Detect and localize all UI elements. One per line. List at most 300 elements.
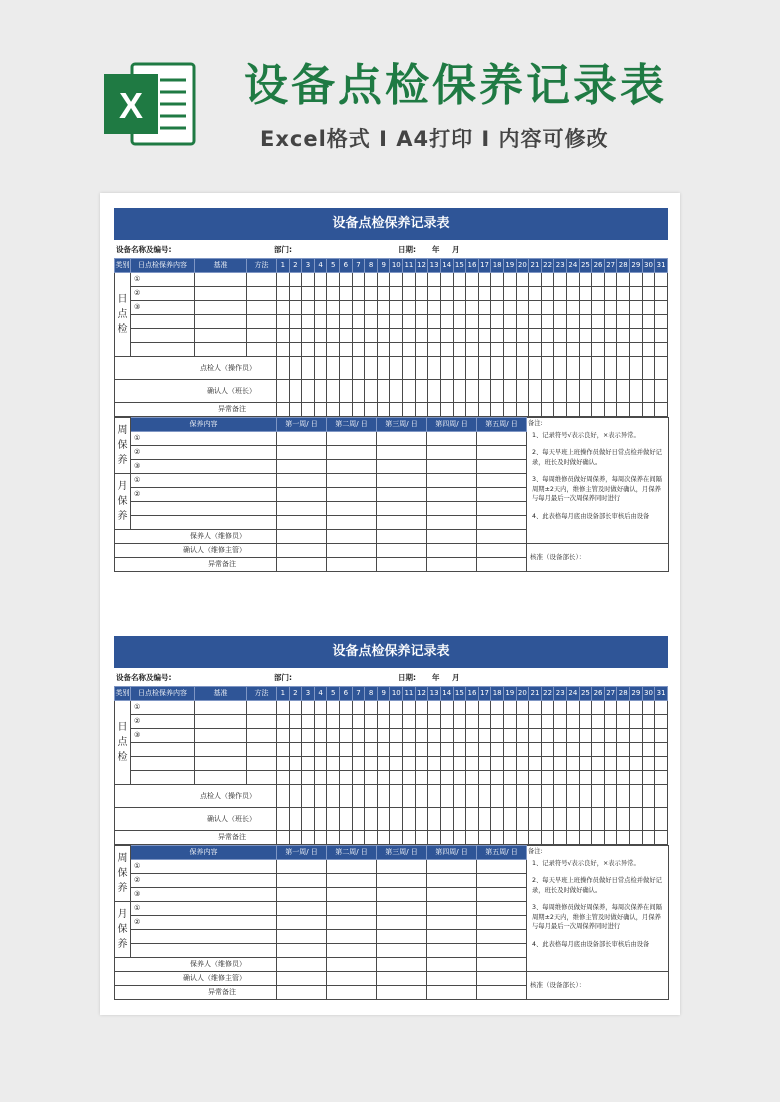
week-cell[interactable] <box>327 432 377 446</box>
day-cell[interactable] <box>541 771 554 785</box>
day-cell[interactable] <box>554 701 567 715</box>
week-cell[interactable] <box>477 888 527 902</box>
week-cell[interactable] <box>327 930 377 944</box>
day-cell[interactable] <box>365 701 378 715</box>
day-cell[interactable] <box>314 831 327 845</box>
day-cell[interactable] <box>277 785 290 808</box>
day-cell[interactable] <box>289 743 302 757</box>
day-cell[interactable] <box>516 301 529 315</box>
day-cell[interactable] <box>428 701 441 715</box>
day-cell[interactable] <box>377 771 390 785</box>
day-cell[interactable] <box>428 315 441 329</box>
day-cell[interactable] <box>592 403 605 417</box>
day-cell[interactable] <box>390 403 403 417</box>
week-cell[interactable] <box>327 874 377 888</box>
day-cell[interactable] <box>277 757 290 771</box>
week-cell[interactable] <box>327 502 377 516</box>
week-cell[interactable] <box>477 916 527 930</box>
day-cell[interactable] <box>592 380 605 403</box>
day-cell[interactable] <box>655 757 668 771</box>
day-cell[interactable] <box>554 273 567 287</box>
day-cell[interactable] <box>440 831 453 845</box>
day-cell[interactable] <box>541 273 554 287</box>
day-cell[interactable] <box>377 329 390 343</box>
day-cell[interactable] <box>453 785 466 808</box>
day-cell[interactable] <box>302 743 315 757</box>
cell[interactable] <box>195 343 247 357</box>
day-cell[interactable] <box>466 329 479 343</box>
day-cell[interactable] <box>642 743 655 757</box>
day-cell[interactable] <box>340 287 353 301</box>
day-cell[interactable] <box>567 808 580 831</box>
day-cell[interactable] <box>440 771 453 785</box>
week-cell[interactable] <box>277 958 327 972</box>
day-cell[interactable] <box>655 301 668 315</box>
day-cell[interactable] <box>466 287 479 301</box>
day-cell[interactable] <box>503 343 516 357</box>
day-cell[interactable] <box>529 743 542 757</box>
week-cell[interactable] <box>377 488 427 502</box>
day-cell[interactable] <box>541 357 554 380</box>
day-cell[interactable] <box>340 729 353 743</box>
day-cell[interactable] <box>352 343 365 357</box>
day-cell[interactable] <box>529 701 542 715</box>
day-cell[interactable] <box>289 757 302 771</box>
day-cell[interactable] <box>529 808 542 831</box>
day-cell[interactable] <box>516 287 529 301</box>
week-cell[interactable] <box>277 474 327 488</box>
day-cell[interactable] <box>478 785 491 808</box>
week-cell[interactable] <box>477 516 527 530</box>
week-cell[interactable] <box>427 530 477 544</box>
day-cell[interactable] <box>478 357 491 380</box>
day-cell[interactable] <box>415 380 428 403</box>
day-cell[interactable] <box>340 785 353 808</box>
cell[interactable] <box>195 329 247 343</box>
day-cell[interactable] <box>415 771 428 785</box>
day-cell[interactable] <box>554 315 567 329</box>
day-cell[interactable] <box>630 771 643 785</box>
day-cell[interactable] <box>529 831 542 845</box>
day-cell[interactable] <box>327 729 340 743</box>
day-cell[interactable] <box>428 715 441 729</box>
day-cell[interactable] <box>655 329 668 343</box>
day-cell[interactable] <box>277 380 290 403</box>
day-cell[interactable] <box>554 301 567 315</box>
day-cell[interactable] <box>617 715 630 729</box>
day-cell[interactable] <box>491 301 504 315</box>
week-cell[interactable] <box>477 488 527 502</box>
day-cell[interactable] <box>592 743 605 757</box>
day-cell[interactable] <box>365 287 378 301</box>
day-cell[interactable] <box>415 329 428 343</box>
day-cell[interactable] <box>453 743 466 757</box>
day-cell[interactable] <box>541 831 554 845</box>
cell[interactable] <box>131 771 195 785</box>
cell[interactable] <box>247 315 277 329</box>
day-cell[interactable] <box>466 831 479 845</box>
day-cell[interactable] <box>314 771 327 785</box>
day-cell[interactable] <box>541 287 554 301</box>
day-cell[interactable] <box>491 743 504 757</box>
week-cell[interactable] <box>427 902 477 916</box>
day-cell[interactable] <box>567 273 580 287</box>
day-cell[interactable] <box>352 743 365 757</box>
day-cell[interactable] <box>428 380 441 403</box>
day-cell[interactable] <box>478 808 491 831</box>
day-cell[interactable] <box>340 403 353 417</box>
day-cell[interactable] <box>630 729 643 743</box>
day-cell[interactable] <box>403 301 416 315</box>
day-cell[interactable] <box>390 287 403 301</box>
day-cell[interactable] <box>453 329 466 343</box>
week-cell[interactable] <box>377 530 427 544</box>
day-cell[interactable] <box>617 729 630 743</box>
day-cell[interactable] <box>604 771 617 785</box>
day-cell[interactable] <box>642 343 655 357</box>
day-cell[interactable] <box>567 743 580 757</box>
day-cell[interactable] <box>289 301 302 315</box>
day-cell[interactable] <box>604 329 617 343</box>
week-cell[interactable] <box>427 972 477 986</box>
day-cell[interactable] <box>516 315 529 329</box>
day-cell[interactable] <box>491 287 504 301</box>
day-cell[interactable] <box>567 715 580 729</box>
day-cell[interactable] <box>630 329 643 343</box>
day-cell[interactable] <box>365 329 378 343</box>
day-cell[interactable] <box>365 757 378 771</box>
day-cell[interactable] <box>630 357 643 380</box>
day-cell[interactable] <box>617 743 630 757</box>
week-cell[interactable] <box>477 558 527 572</box>
day-cell[interactable] <box>491 380 504 403</box>
day-cell[interactable] <box>415 757 428 771</box>
cell[interactable] <box>131 329 195 343</box>
week-cell[interactable] <box>377 558 427 572</box>
day-cell[interactable] <box>516 808 529 831</box>
day-cell[interactable] <box>327 329 340 343</box>
day-cell[interactable] <box>503 315 516 329</box>
day-cell[interactable] <box>377 315 390 329</box>
day-cell[interactable] <box>630 715 643 729</box>
day-cell[interactable] <box>428 771 441 785</box>
week-cell[interactable] <box>477 972 527 986</box>
day-cell[interactable] <box>516 329 529 343</box>
day-cell[interactable] <box>491 329 504 343</box>
day-cell[interactable] <box>579 343 592 357</box>
day-cell[interactable] <box>352 808 365 831</box>
week-cell[interactable] <box>477 432 527 446</box>
day-cell[interactable] <box>579 743 592 757</box>
day-cell[interactable] <box>428 287 441 301</box>
week-cell[interactable] <box>327 958 377 972</box>
week-cell[interactable] <box>377 516 427 530</box>
day-cell[interactable] <box>327 343 340 357</box>
day-cell[interactable] <box>453 287 466 301</box>
day-cell[interactable] <box>314 301 327 315</box>
day-cell[interactable] <box>604 315 617 329</box>
day-cell[interactable] <box>491 771 504 785</box>
day-cell[interactable] <box>579 273 592 287</box>
day-cell[interactable] <box>352 831 365 845</box>
day-cell[interactable] <box>655 743 668 757</box>
day-cell[interactable] <box>579 315 592 329</box>
week-cell[interactable] <box>477 958 527 972</box>
day-cell[interactable] <box>503 357 516 380</box>
week-cell[interactable] <box>427 488 477 502</box>
day-cell[interactable] <box>403 715 416 729</box>
day-cell[interactable] <box>617 701 630 715</box>
day-cell[interactable] <box>302 715 315 729</box>
cell[interactable] <box>247 329 277 343</box>
day-cell[interactable] <box>604 729 617 743</box>
day-cell[interactable] <box>415 315 428 329</box>
day-cell[interactable] <box>567 785 580 808</box>
day-cell[interactable] <box>478 403 491 417</box>
day-cell[interactable] <box>289 785 302 808</box>
cell[interactable] <box>131 502 277 516</box>
day-cell[interactable] <box>302 403 315 417</box>
day-cell[interactable] <box>604 403 617 417</box>
day-cell[interactable] <box>377 831 390 845</box>
day-cell[interactable] <box>390 357 403 380</box>
cell[interactable] <box>247 771 277 785</box>
day-cell[interactable] <box>529 343 542 357</box>
cell[interactable] <box>195 701 247 715</box>
day-cell[interactable] <box>655 808 668 831</box>
day-cell[interactable] <box>352 315 365 329</box>
day-cell[interactable] <box>277 831 290 845</box>
day-cell[interactable] <box>289 343 302 357</box>
day-cell[interactable] <box>478 701 491 715</box>
day-cell[interactable] <box>440 743 453 757</box>
week-cell[interactable] <box>327 460 377 474</box>
day-cell[interactable] <box>403 771 416 785</box>
week-cell[interactable] <box>277 944 327 958</box>
day-cell[interactable] <box>340 771 353 785</box>
day-cell[interactable] <box>302 729 315 743</box>
day-cell[interactable] <box>466 785 479 808</box>
day-cell[interactable] <box>415 729 428 743</box>
day-cell[interactable] <box>352 785 365 808</box>
cell[interactable] <box>131 343 195 357</box>
day-cell[interactable] <box>642 831 655 845</box>
day-cell[interactable] <box>516 273 529 287</box>
day-cell[interactable] <box>642 287 655 301</box>
day-cell[interactable] <box>440 315 453 329</box>
day-cell[interactable] <box>642 808 655 831</box>
day-cell[interactable] <box>592 729 605 743</box>
week-cell[interactable] <box>377 902 427 916</box>
week-cell[interactable] <box>327 558 377 572</box>
day-cell[interactable] <box>403 329 416 343</box>
day-cell[interactable] <box>340 315 353 329</box>
day-cell[interactable] <box>541 715 554 729</box>
day-cell[interactable] <box>592 315 605 329</box>
day-cell[interactable] <box>617 785 630 808</box>
week-cell[interactable] <box>477 544 527 558</box>
day-cell[interactable] <box>604 743 617 757</box>
day-cell[interactable] <box>289 403 302 417</box>
cell[interactable] <box>195 301 247 315</box>
day-cell[interactable] <box>415 831 428 845</box>
day-cell[interactable] <box>604 273 617 287</box>
week-cell[interactable] <box>477 944 527 958</box>
day-cell[interactable] <box>630 301 643 315</box>
day-cell[interactable] <box>617 808 630 831</box>
week-cell[interactable] <box>277 488 327 502</box>
day-cell[interactable] <box>277 771 290 785</box>
day-cell[interactable] <box>592 273 605 287</box>
day-cell[interactable] <box>302 301 315 315</box>
day-cell[interactable] <box>377 357 390 380</box>
day-cell[interactable] <box>314 287 327 301</box>
day-cell[interactable] <box>579 831 592 845</box>
day-cell[interactable] <box>289 701 302 715</box>
cell[interactable] <box>195 757 247 771</box>
day-cell[interactable] <box>453 729 466 743</box>
day-cell[interactable] <box>567 729 580 743</box>
week-cell[interactable] <box>477 986 527 1000</box>
day-cell[interactable] <box>541 403 554 417</box>
day-cell[interactable] <box>453 403 466 417</box>
day-cell[interactable] <box>541 743 554 757</box>
day-cell[interactable] <box>478 301 491 315</box>
day-cell[interactable] <box>365 715 378 729</box>
cell[interactable] <box>247 287 277 301</box>
day-cell[interactable] <box>340 715 353 729</box>
day-cell[interactable] <box>327 315 340 329</box>
day-cell[interactable] <box>630 831 643 845</box>
day-cell[interactable] <box>478 831 491 845</box>
day-cell[interactable] <box>377 808 390 831</box>
day-cell[interactable] <box>277 357 290 380</box>
day-cell[interactable] <box>340 701 353 715</box>
day-cell[interactable] <box>327 831 340 845</box>
day-cell[interactable] <box>630 785 643 808</box>
week-cell[interactable] <box>427 544 477 558</box>
cell[interactable] <box>195 729 247 743</box>
day-cell[interactable] <box>579 771 592 785</box>
day-cell[interactable] <box>440 403 453 417</box>
day-cell[interactable] <box>289 380 302 403</box>
day-cell[interactable] <box>617 357 630 380</box>
day-cell[interactable] <box>617 343 630 357</box>
day-cell[interactable] <box>567 343 580 357</box>
day-cell[interactable] <box>491 315 504 329</box>
cell[interactable] <box>247 743 277 757</box>
day-cell[interactable] <box>503 785 516 808</box>
week-cell[interactable] <box>327 888 377 902</box>
day-cell[interactable] <box>617 380 630 403</box>
day-cell[interactable] <box>390 831 403 845</box>
week-cell[interactable] <box>477 502 527 516</box>
day-cell[interactable] <box>428 329 441 343</box>
day-cell[interactable] <box>630 343 643 357</box>
week-cell[interactable] <box>377 986 427 1000</box>
day-cell[interactable] <box>655 771 668 785</box>
day-cell[interactable] <box>277 315 290 329</box>
day-cell[interactable] <box>340 743 353 757</box>
day-cell[interactable] <box>642 273 655 287</box>
day-cell[interactable] <box>567 357 580 380</box>
day-cell[interactable] <box>491 757 504 771</box>
day-cell[interactable] <box>541 701 554 715</box>
day-cell[interactable] <box>340 357 353 380</box>
week-cell[interactable] <box>277 460 327 474</box>
day-cell[interactable] <box>630 743 643 757</box>
day-cell[interactable] <box>277 329 290 343</box>
day-cell[interactable] <box>440 808 453 831</box>
week-cell[interactable] <box>377 860 427 874</box>
day-cell[interactable] <box>579 757 592 771</box>
day-cell[interactable] <box>604 808 617 831</box>
day-cell[interactable] <box>327 771 340 785</box>
week-cell[interactable] <box>377 446 427 460</box>
week-cell[interactable] <box>427 986 477 1000</box>
day-cell[interactable] <box>579 403 592 417</box>
day-cell[interactable] <box>340 757 353 771</box>
day-cell[interactable] <box>617 831 630 845</box>
week-cell[interactable] <box>327 986 377 1000</box>
day-cell[interactable] <box>592 701 605 715</box>
day-cell[interactable] <box>491 808 504 831</box>
day-cell[interactable] <box>617 771 630 785</box>
day-cell[interactable] <box>302 380 315 403</box>
day-cell[interactable] <box>352 701 365 715</box>
day-cell[interactable] <box>390 301 403 315</box>
day-cell[interactable] <box>277 729 290 743</box>
day-cell[interactable] <box>604 357 617 380</box>
day-cell[interactable] <box>390 743 403 757</box>
day-cell[interactable] <box>604 343 617 357</box>
day-cell[interactable] <box>529 715 542 729</box>
week-cell[interactable] <box>277 986 327 1000</box>
day-cell[interactable] <box>289 729 302 743</box>
day-cell[interactable] <box>403 287 416 301</box>
day-cell[interactable] <box>554 380 567 403</box>
day-cell[interactable] <box>415 273 428 287</box>
day-cell[interactable] <box>554 743 567 757</box>
day-cell[interactable] <box>428 343 441 357</box>
day-cell[interactable] <box>365 785 378 808</box>
day-cell[interactable] <box>403 729 416 743</box>
day-cell[interactable] <box>466 273 479 287</box>
week-cell[interactable] <box>427 930 477 944</box>
day-cell[interactable] <box>554 357 567 380</box>
week-cell[interactable] <box>277 972 327 986</box>
day-cell[interactable] <box>516 771 529 785</box>
day-cell[interactable] <box>630 757 643 771</box>
day-cell[interactable] <box>440 287 453 301</box>
day-cell[interactable] <box>516 403 529 417</box>
week-cell[interactable] <box>477 902 527 916</box>
day-cell[interactable] <box>403 757 416 771</box>
day-cell[interactable] <box>478 287 491 301</box>
day-cell[interactable] <box>466 715 479 729</box>
day-cell[interactable] <box>579 785 592 808</box>
day-cell[interactable] <box>642 785 655 808</box>
day-cell[interactable] <box>503 743 516 757</box>
day-cell[interactable] <box>302 287 315 301</box>
day-cell[interactable] <box>289 357 302 380</box>
week-cell[interactable] <box>277 888 327 902</box>
day-cell[interactable] <box>491 785 504 808</box>
day-cell[interactable] <box>453 831 466 845</box>
day-cell[interactable] <box>592 287 605 301</box>
day-cell[interactable] <box>390 329 403 343</box>
day-cell[interactable] <box>440 380 453 403</box>
